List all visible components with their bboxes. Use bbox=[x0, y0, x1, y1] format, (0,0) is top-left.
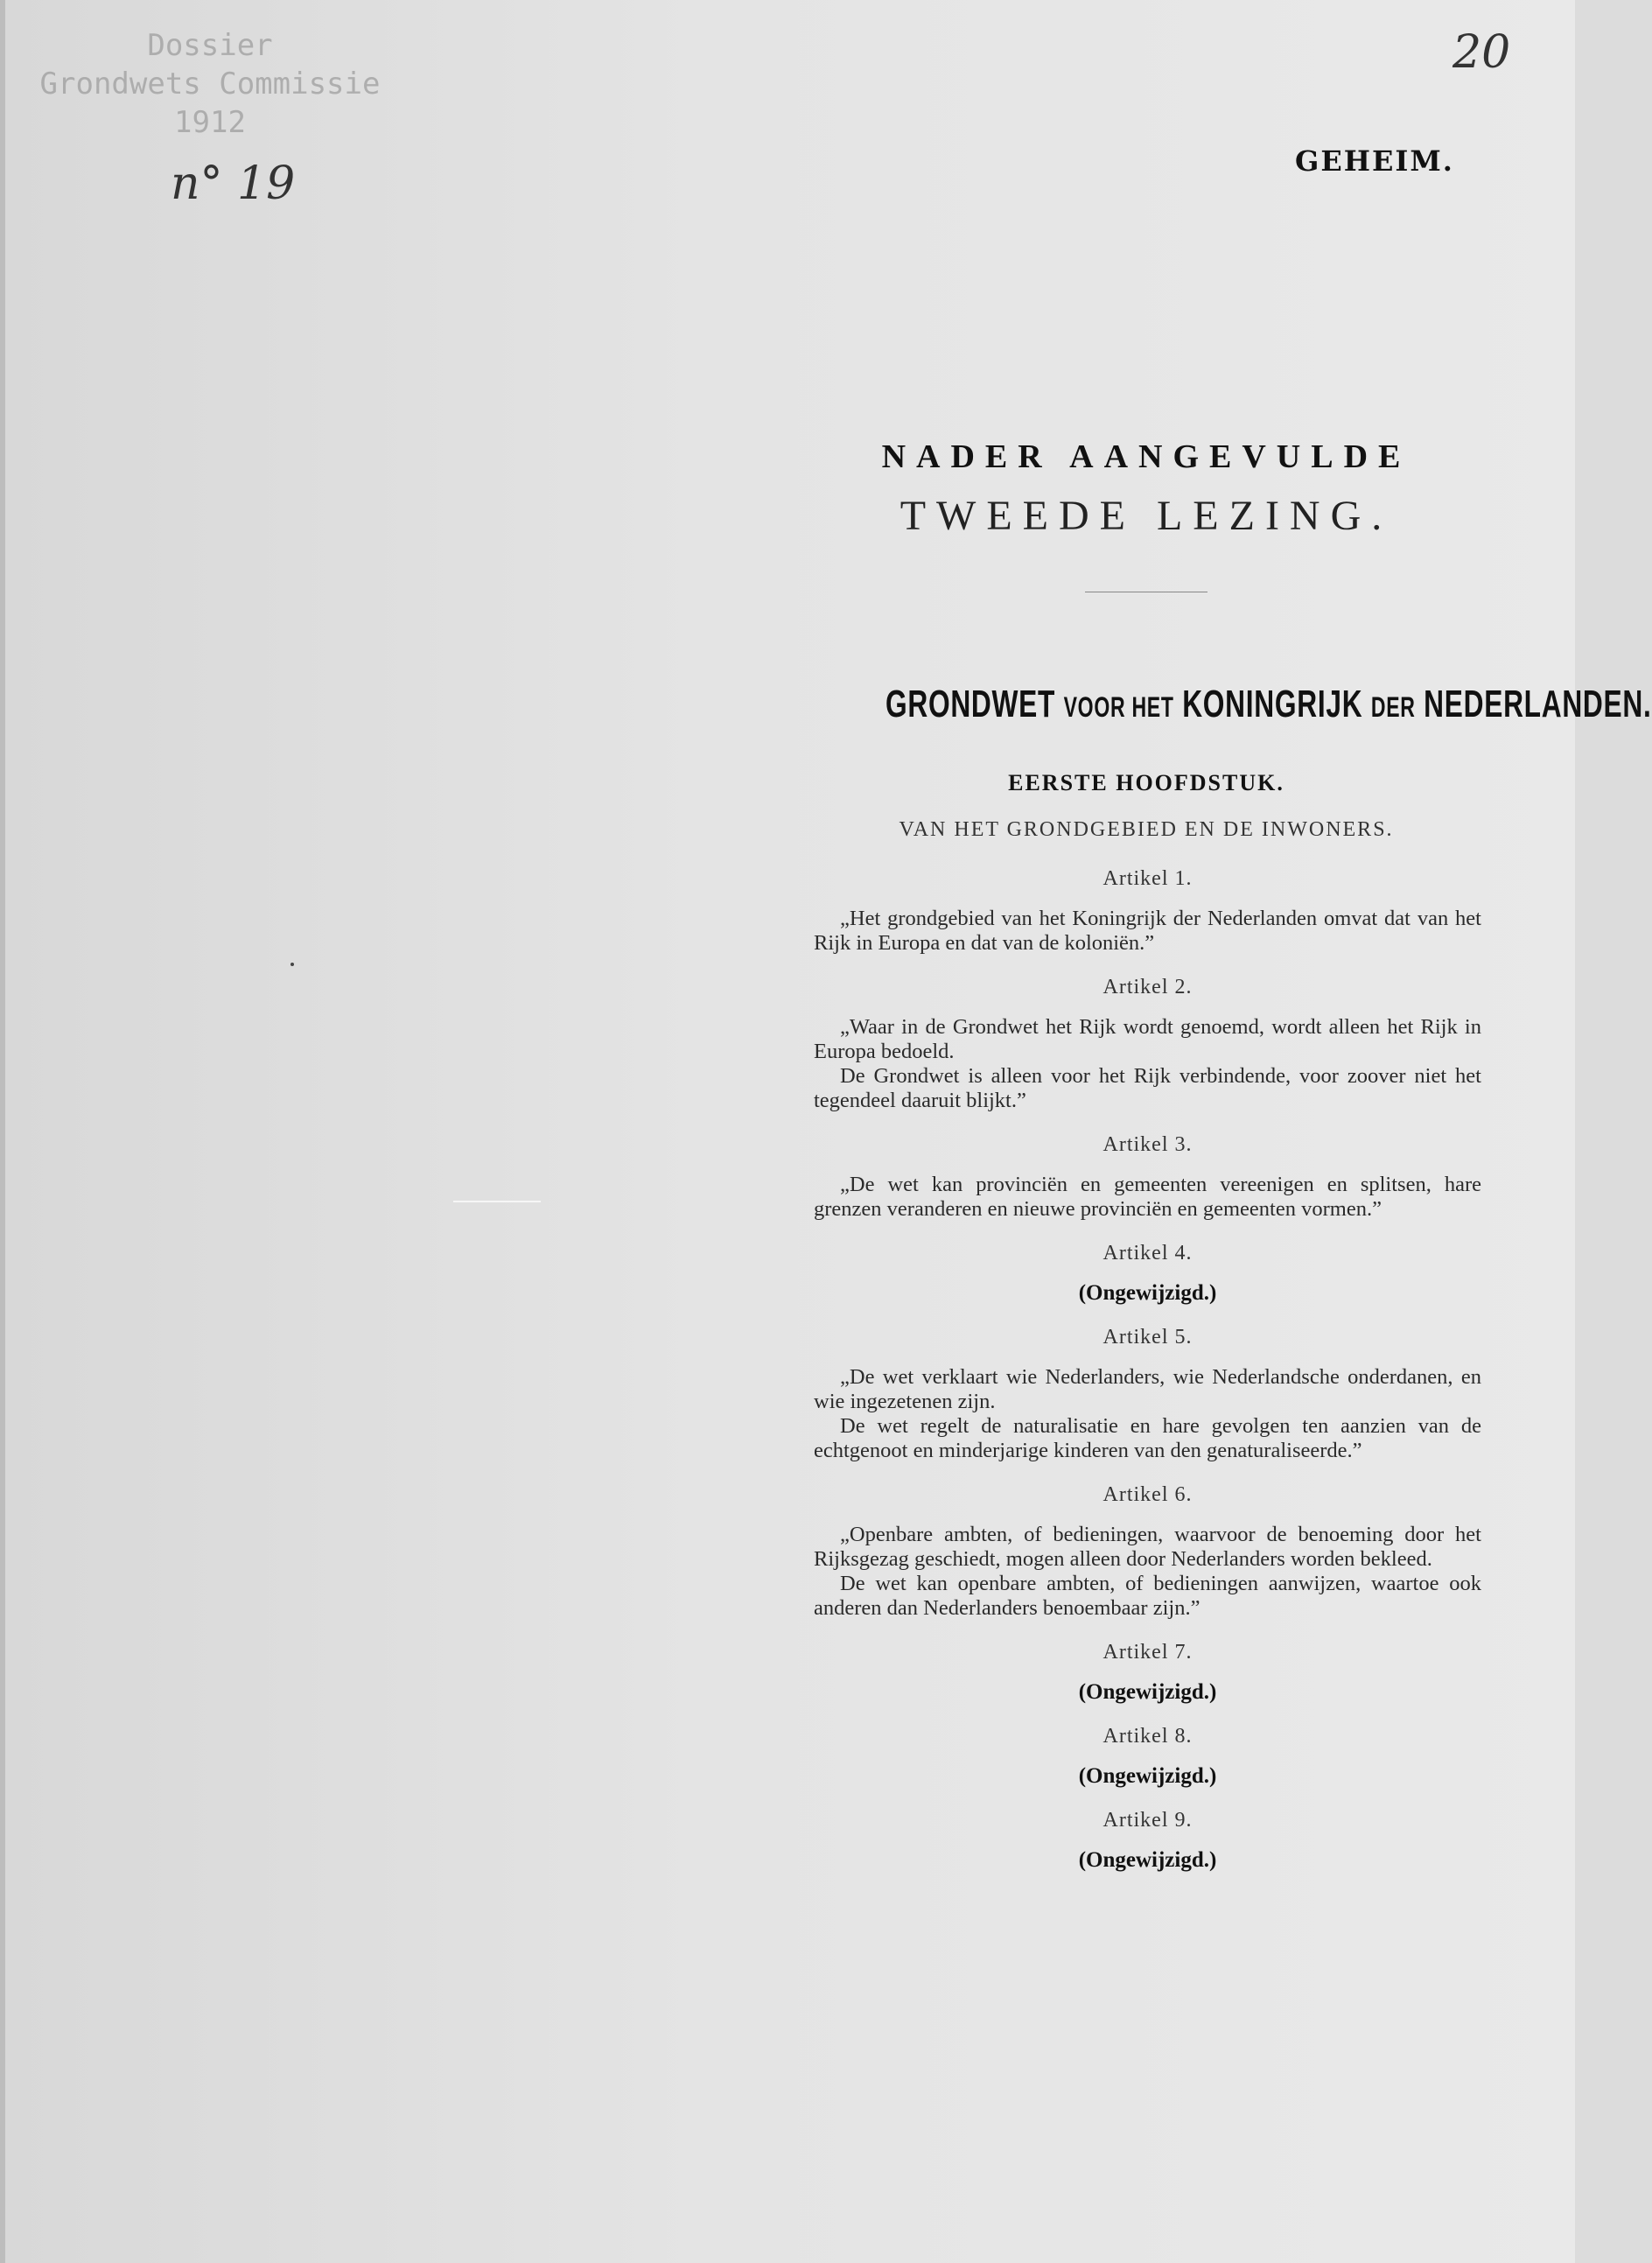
article-paragraph: „Het grondgebied van het Koningrijk der Nederlanden omvat dat van het Rijk in Europa en dat van de koloniën.” bbox=[814, 907, 1481, 955]
main-title-part-3: KONINGRIJK bbox=[1182, 683, 1363, 725]
main-title-part-5: NEDERLANDEN. bbox=[1424, 683, 1652, 725]
article-heading: Artikel 9. bbox=[1102, 1809, 1193, 1832]
article-heading: Artikel 1. bbox=[1102, 867, 1193, 890]
article-paragraph: „De wet kan provinciën en gemeenten vereenigen en splitsen, hare grenzen veranderen en nieuwe provinciën en gemeenten vormen.” bbox=[814, 1173, 1481, 1221]
classification-label: GEHEIM. bbox=[1295, 144, 1454, 178]
article-heading: Artikel 8. bbox=[1102, 1725, 1193, 1748]
unchanged-note: (Ongewijzigd.) bbox=[1078, 1680, 1217, 1704]
chapter-subheading: VAN HET GRONDGEBIED EN DE INWONERS. bbox=[899, 818, 1394, 841]
article-paragraph: De wet regelt de naturalisatie en hare gevolgen ten aanzien van de echtgenoot en minderjarige kinderen van den genaturaliseerde.” bbox=[814, 1414, 1481, 1462]
chapter-heading: EERSTE HOOFDSTUK. bbox=[1008, 770, 1284, 795]
main-title-part-2: VOOR HET bbox=[1063, 691, 1174, 723]
margin-line bbox=[453, 1201, 541, 1202]
stamp-line-2: Grondwets Commissie bbox=[39, 67, 381, 102]
article-paragraph: „De wet verklaart wie Nederlanders, wie Nederlandsche onderdanen, en wie ingezetenen zijn. bbox=[814, 1365, 1481, 1413]
main-title-part-4: DER bbox=[1370, 691, 1416, 723]
article-heading: Artikel 4. bbox=[1102, 1242, 1193, 1265]
article-heading: Artikel 6. bbox=[1102, 1483, 1193, 1506]
corner-page-number: 20 bbox=[1452, 26, 1511, 79]
margin-dot bbox=[290, 963, 294, 966]
article-paragraph: „Waar in de Grondwet het Rijk wordt genoemd, wordt alleen het Rijk in Europa bedoeld. bbox=[814, 1015, 1481, 1063]
page-edge bbox=[0, 0, 5, 2263]
article-heading: Artikel 5. bbox=[1102, 1326, 1193, 1349]
stamp-line-3: 1912 bbox=[174, 105, 246, 140]
title-line-2: TWEEDE LEZING. bbox=[900, 493, 1393, 539]
article-heading: Artikel 3. bbox=[1102, 1133, 1193, 1156]
unchanged-note: (Ongewijzigd.) bbox=[1078, 1764, 1217, 1788]
unchanged-note: (Ongewijzigd.) bbox=[1078, 1848, 1217, 1872]
article-paragraph: De Grondwet is alleen voor het Rijk verbindende, voor zoover niet het tegendeel daaruit blijkt.” bbox=[814, 1064, 1481, 1112]
stamp-line-1: Dossier bbox=[147, 28, 273, 63]
archive-stamp bbox=[26, 26, 394, 142]
unchanged-note: (Ongewijzigd.) bbox=[1078, 1281, 1217, 1305]
article-heading: Artikel 7. bbox=[1102, 1641, 1193, 1664]
article-paragraph: De wet kan openbare ambten, of bedieningen aanwijzen, waartoe ook anderen dan Nederlanders benoembaar zijn.” bbox=[814, 1572, 1481, 1620]
handwritten-number: n° 19 bbox=[171, 158, 296, 210]
article-paragraph: „Openbare ambten, of bedieningen, waarvoor de benoeming door het Rijksgezag geschiedt, mogen alleen door Nederlanders worden bekleed. bbox=[814, 1523, 1481, 1571]
title-line-1: NADER AANGEVULDE bbox=[881, 438, 1411, 475]
main-title bbox=[886, 683, 1652, 726]
main-title-part-1: GRONDWET bbox=[886, 683, 1056, 725]
articles-list bbox=[814, 866, 1481, 1873]
article-heading: Artikel 2. bbox=[1102, 976, 1193, 998]
